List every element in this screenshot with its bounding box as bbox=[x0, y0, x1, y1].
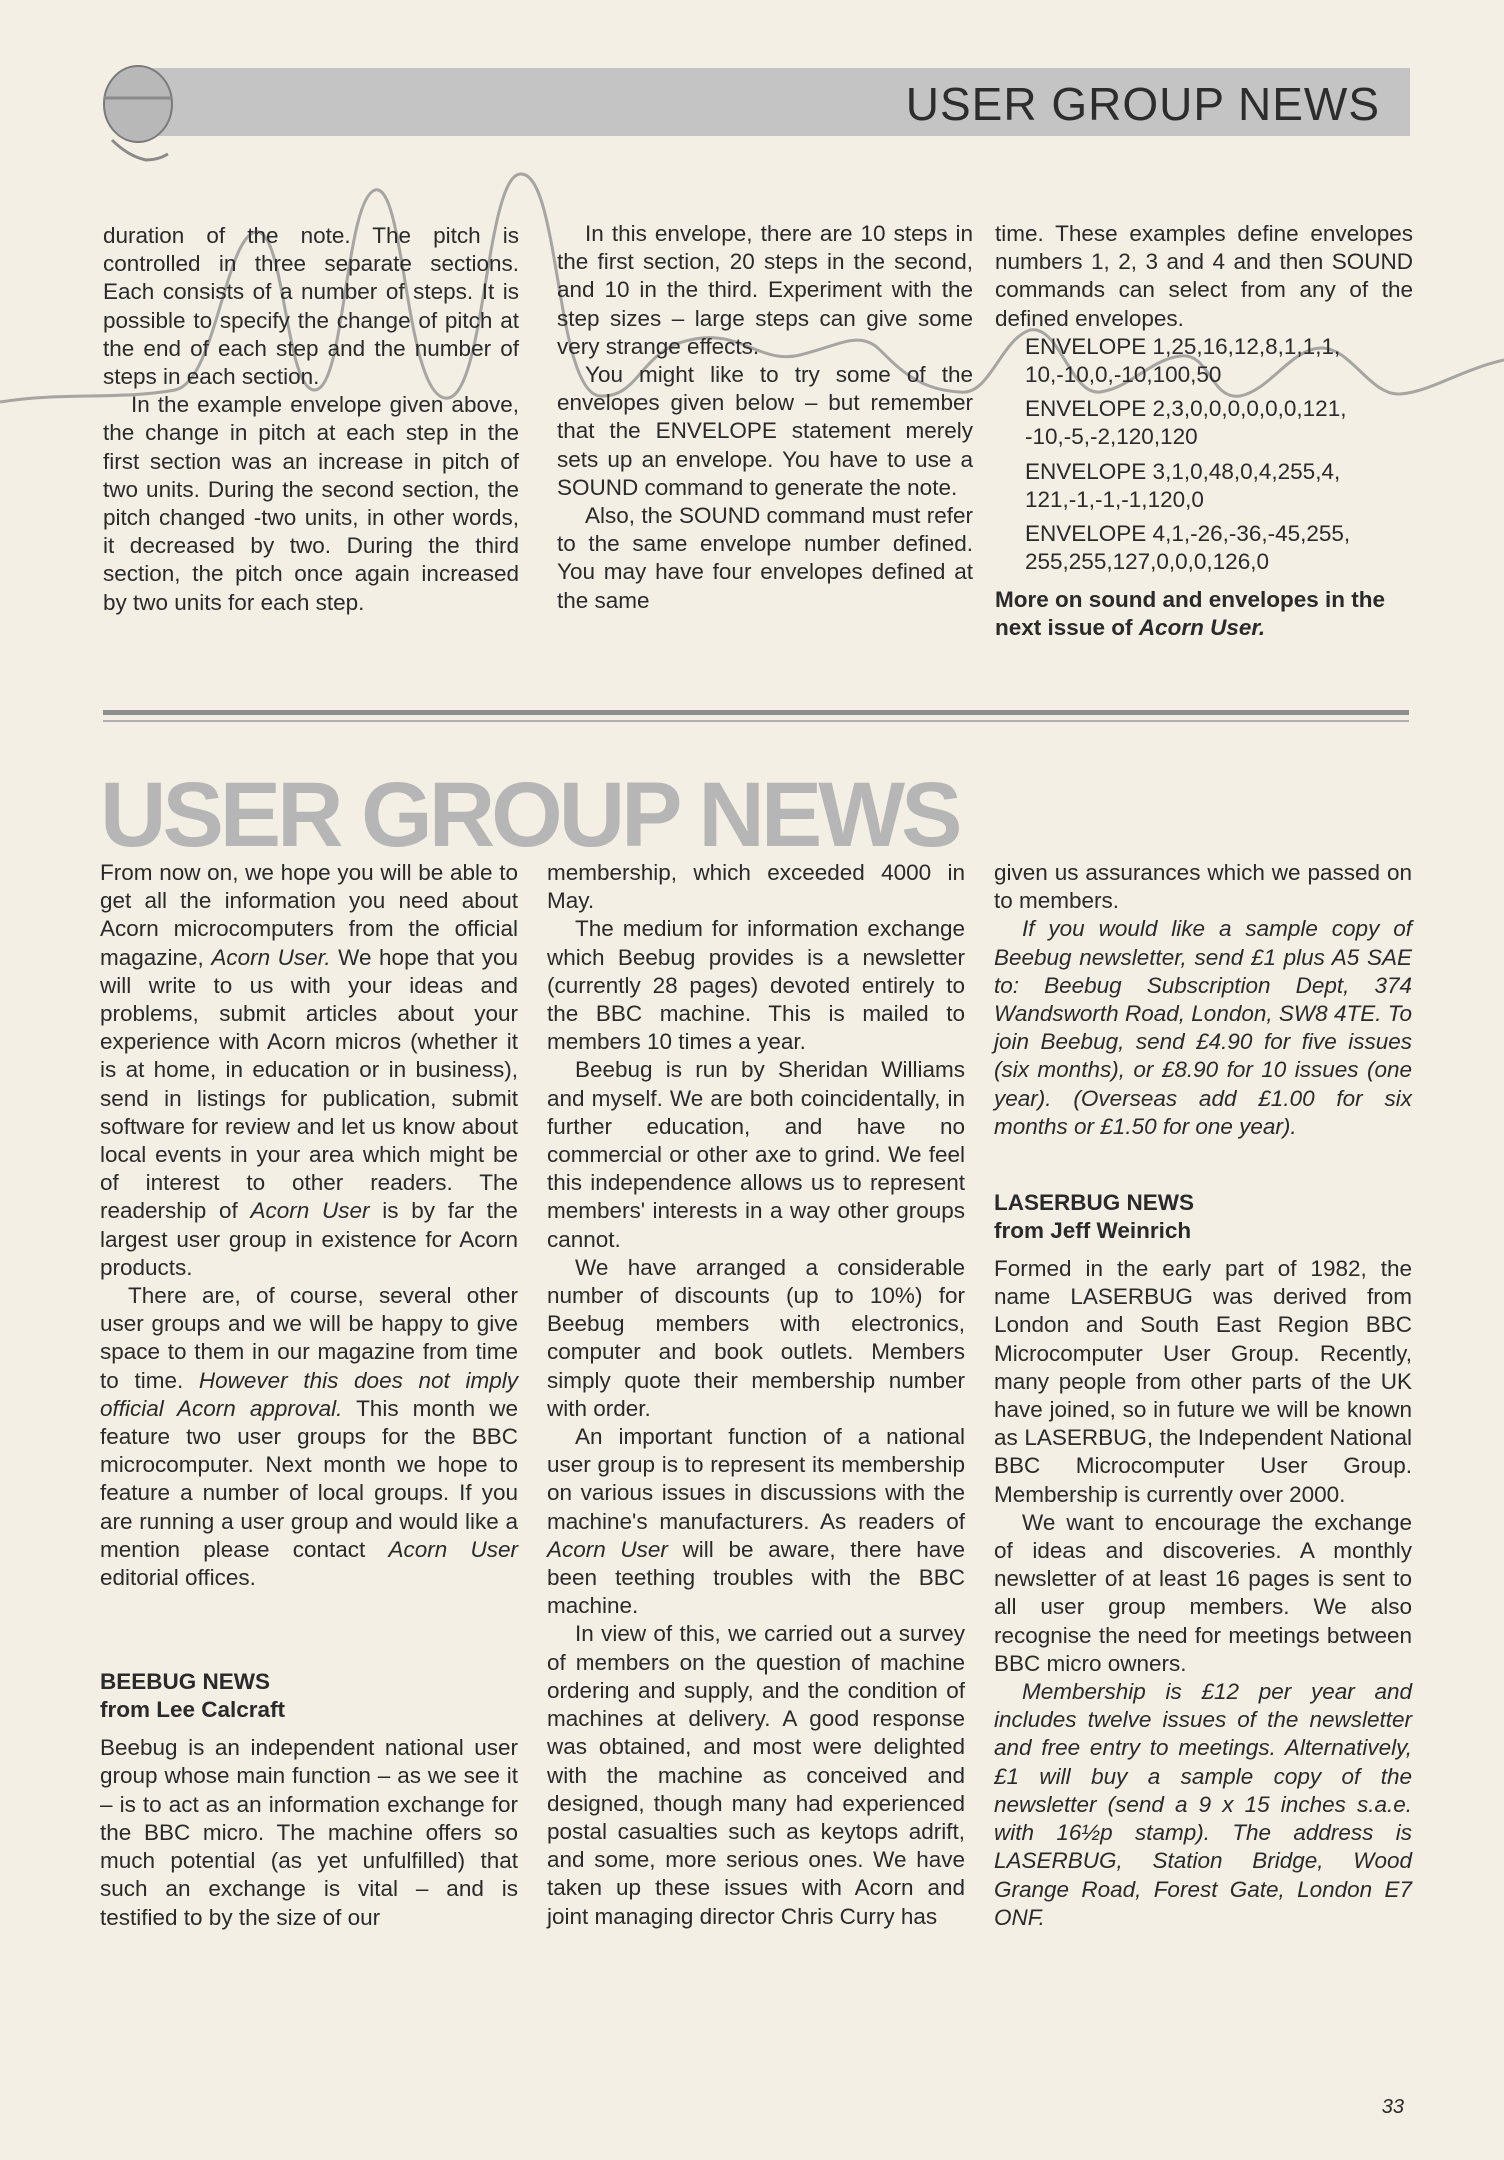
paragraph: You might like to try some of the envelopes given below – but remember that the ENVELOPE statement merely sets up an envelope. You have to use a SOUND command to generate the note. bbox=[557, 362, 973, 500]
laserbug-membership-info: Membership is £12 per year and includes twelve issues of the newsletter and free entry to meetings. Alternatively, £1 will buy a sample copy of the newsletter (send a 9 x 15 inches s.a.e. with 16½p stamp). The address is LASERBUG, Station Bridge, Wood Grange Road, Forest Gate, London E7 ONF. bbox=[994, 1679, 1412, 1930]
paragraph bbox=[100, 1282, 518, 1592]
beebug-byline: from Lee Calcraft bbox=[100, 1697, 286, 1723]
top-article-col2 bbox=[557, 220, 973, 615]
text: This month we feature two user groups for the BBC microcomputer. Next month we hope to feature a number of local groups. If you are running a user group and would like a mention please contact bbox=[100, 1395, 518, 1562]
closing-note-text: More on sound and envelopes in the next issue of bbox=[995, 587, 1386, 641]
header-bar bbox=[150, 68, 1410, 136]
section-divider-thin bbox=[103, 720, 1409, 722]
acorn-logo-icon bbox=[98, 56, 178, 166]
paragraph: In the example envelope given above, the change in pitch at each step in the first section was an increase in pitch of two units. During the second section, the pitch changed -two units, in other words, it decreased by two. During the third section, the pitch once again increased by two units for each step. bbox=[103, 392, 519, 615]
user-group-col3 bbox=[994, 859, 1412, 1932]
text: An important function of a national user group is to represent its membership on various issues in discussions with the machine's manufacturers. As readers of bbox=[547, 1424, 965, 1534]
text: There are, of course, several other user groups and we will be happy to give space to them in our magazine from time to time. bbox=[100, 1283, 518, 1393]
user-group-col1 bbox=[100, 859, 518, 1932]
beebug-subscription-info: If you would like a sample copy of Beebug newsletter, send £1 plus A5 SAE to: Beebug Subscription Dept, 374 Wandsworth Road, London, SW8 4TE. To join Beebug, send £4.90 for five issues (six months), or £8.90 for 10 issues (one year). (Overseas add £1.00 for six months or £1.50 for one year). bbox=[994, 916, 1412, 1139]
user-group-col2 bbox=[547, 859, 965, 1931]
paragraph: duration of the note. The pitch is controlled in three separate sections. Each consists of a number of steps. It is possible to specify the change of pitch at the end of each step and the number of steps in each section. bbox=[103, 223, 519, 390]
paragraph bbox=[547, 1423, 965, 1620]
magazine-name: Acorn User. bbox=[211, 944, 331, 970]
paragraph: Beebug is run by Sheridan Williams and myself. We are both coincidentally, in further education, and have no commercial or other axe to grind. We feel this independence allows us to represent members' interests in a way other groups cannot. bbox=[547, 1057, 965, 1252]
top-article-col1 bbox=[103, 222, 519, 617]
paragraph: In this envelope, there are 10 steps in the first section, 20 steps in the second, and 10 in the third. Experiment with the step sizes – large steps can give some very strange effects. bbox=[557, 221, 973, 359]
text: will be aware, there have been teething troubles with the BBC machine. bbox=[547, 1536, 965, 1619]
paragraph bbox=[994, 1678, 1412, 1932]
envelope-listing: ENVELOPE 4,1,-26,-36,-45,255, 255,255,127,0,0,0,126,0 bbox=[1025, 521, 1351, 575]
disclaimer: However this does not imply official Acorn approval. bbox=[100, 1367, 518, 1421]
paragraph: time. These examples define envelopes numbers 1, 2, 3 and 4 and then SOUND commands can select from any of the defined envelopes. bbox=[995, 221, 1413, 331]
spacer bbox=[100, 1592, 518, 1668]
magazine-name: Acorn User bbox=[388, 1536, 518, 1562]
text: From now on, we hope you will be able to get all the information you need about Acorn microcomputers from the official magazine, bbox=[100, 860, 518, 970]
magazine-name: Acorn User bbox=[547, 1536, 668, 1562]
top-article-col3 bbox=[995, 220, 1413, 642]
text: We hope that you will write to us with your ideas and problems, submit articles about your experience with Acorn micros (whether it is at home, in education or in business), send in listings for publication, submit software for review and let us know about local events in your area which might be of interest to other readers. The readership of bbox=[100, 944, 518, 1224]
envelope-listing: ENVELOPE 2,3,0,0,0,0,0,0,121, -10,-5,-2,120,120 bbox=[1025, 396, 1347, 450]
section-divider bbox=[103, 710, 1409, 715]
section-title: USER GROUP NEWS bbox=[100, 764, 959, 866]
envelope-listing: ENVELOPE 1,25,16,12,8,1,1,1, 10,-10,0,-10,100,50 bbox=[1025, 333, 1341, 388]
magazine-name: Acorn User bbox=[250, 1198, 370, 1224]
closing-note bbox=[995, 586, 1413, 642]
paragraph: We have arranged a considerable number of discounts (up to 10%) for Beebug members with electronics, computer and book outlets. Members simply quote their membership number with order. bbox=[547, 1254, 965, 1421]
paragraph: Formed in the early part of 1982, the name LASERBUG was derived from London and South East Region BBC Microcomputer User Group. Recently, many people from other parts of the UK have joined, so in future we will be known as LASERBUG, the Independent National BBC Microcomputer User Group. Membership is currently over 2000. bbox=[994, 1256, 1412, 1507]
paragraph: In view of this, we carried out a survey of members on the question of machine ordering and supply, and the condition of machines at delivery. A good response was obtained, and most were delighted with the machine as conceived and designed, though many had experienced postal casualties such as keytops adrift, and some, more serious ones. We have taken up these issues with Acorn and joint managing director Chris Curry has bbox=[547, 1621, 965, 1929]
paragraph: given us assurances which we passed on to members. bbox=[994, 860, 1412, 914]
text: editorial offices. bbox=[100, 1565, 256, 1591]
beebug-heading: BEEBUG NEWS bbox=[100, 1669, 271, 1695]
page-number: 33 bbox=[1381, 2096, 1404, 2118]
header-title: USER GROUP NEWS bbox=[905, 78, 1380, 130]
closing-note-magazine: Acorn User. bbox=[1138, 615, 1266, 641]
paragraph bbox=[994, 915, 1412, 1141]
paragraph: membership, which exceeded 4000 in May. bbox=[547, 860, 965, 914]
paragraph: We want to encourage the exchange of ideas and discoveries. A monthly newsletter of at least 16 pages is sent to all user group members. We also recognise the need for meetings between BBC micro owners. bbox=[994, 1509, 1412, 1676]
laserbug-byline: from Jeff Weinrich bbox=[994, 1218, 1192, 1244]
text: is by far the largest user group in existence for Acorn products. bbox=[100, 1198, 518, 1280]
paragraph: The medium for information exchange which Beebug provides is a newsletter (currently 28 pages) devoted entirely to the BBC machine. This is mailed to members 10 times a year. bbox=[547, 916, 965, 1055]
paragraph: Beebug is an independent national user group whose main function – as we see it – is to act as an information exchange for the BBC micro. The machine offers so much potential (as yet unfulfilled) that such an exchange is vital – and is testified to by the size of our bbox=[100, 1735, 518, 1930]
laserbug-heading: LASERBUG NEWS bbox=[994, 1190, 1195, 1216]
envelope-listing: ENVELOPE 3,1,0,48,0,4,255,4, 121,-1,-1,-1,120,0 bbox=[1025, 458, 1341, 512]
paragraph bbox=[100, 859, 518, 1282]
paragraph: Also, the SOUND command must refer to the same envelope number defined. You may have four envelopes defined at the same bbox=[557, 503, 973, 613]
spacer bbox=[994, 1141, 1412, 1189]
